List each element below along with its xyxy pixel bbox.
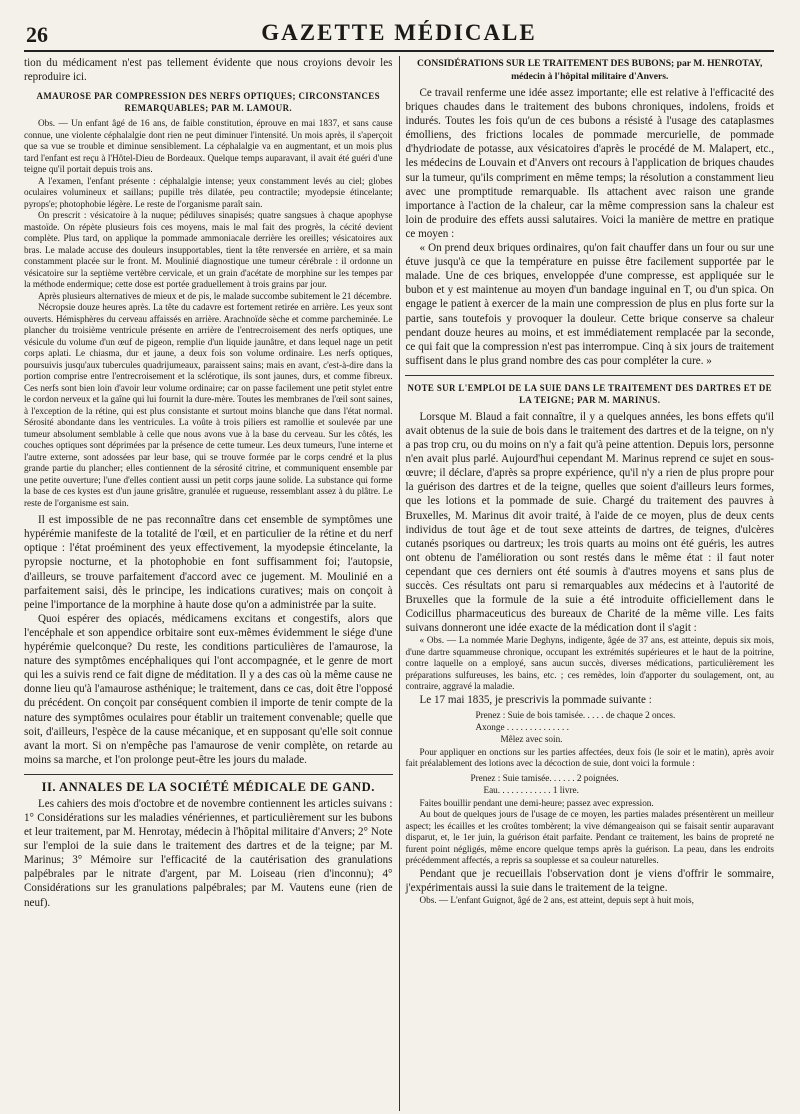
prescription-date: Le 17 mai 1835, je prescrivis la pommade suivante : <box>419 693 652 706</box>
article-paragraph: Nécropsie douze heures après. La tête du cadavre est fortement retirée en arrière. Les yeux sont ouverts. Hémisphères du cerveau affaissés en arrière. Arachnoïde sèche et comme parcheminée. Le plancher du troisième ventricule présente en arrière de l'entrecroisement des nerfs optiques, une vésicule du volume d'un œuf de pigeon, remplie d'un liquide jaunâtre, et dans lequel nage un petit corps aplati. Le chiasma, dur et jaune, a deux fois son volume ordinaire. Les nerfs optiques, poursuivis jusqu'aux tubercules quadrijumeaux, paraissent sains; mais en avant, c'est-à-dire dans la portion comprise entre l'entrecroisement et la sclérotique, ils sont jaunes, durs, et comme fibreux. Ces nerfs sont bien loin d'avoir leur volume ordinaire; car on passe facilement une petit stylet entre le cordon nerveux et la gaîne qui lui fournit la dure-mère. Toutes les membranes de l'œil sont saines, à l'exception de la rétine, qui est plus consistante et surtout moins blanche que dans l'état normal. Sérosité abondante dans les ventricules. La voûte à trois piliers est ramollie et soulevée par une tumeur absolument semblable à celle que nous avons vue à la base du cerveau. Sur les côtés, les couches optiques sont déprimées par la présence de cette tumeur. Les deux tumeurs, l'une interne et l'autre externe, sont adossées par leur base, qui se trouve formée par le corps cendré et la plus grande partie du plancher; elles contiennent de la sérosité citrine, et communiquent ensemble par une petite ouverture; l'une d'elles contient aussi un petit corps jaune solide. La substance qui forme la base de ces kystes est d'un jaune grisâtre, granulée et rugueuse, ressemblant assez à du plâtre. Le reste de l'organisme est sain. <box>24 302 393 508</box>
article-paragraph: Obs. — L'enfant Guignot, âgé de 2 ans, est atteint, depuis sept à huit mois, <box>419 895 694 906</box>
article-paragraph: Au bout de quelques jours de l'usage de ce moyen, les parties malades présentèrent un meilleur aspect; les écailles et les croûtes tombèrent; la vive démangeaison qui se faisait sentir auparavant disparut, et, le 1er juin, la guérison était parfaite. Pendant ce traitement, les bains de propreté ne furent point négligés, même encore quelque temps après la guérison. La peau, dans les endroits précédemment affectés, a repris sa souplesse et sa couleur naturelles. <box>405 809 774 866</box>
recipe-decoction <box>405 772 774 796</box>
page-number: 26 <box>26 22 48 47</box>
section-paragraph: Les cahiers des mois d'octobre et de novembre contiennent les articles suivans : 1° Considérations sur les maladies vénériennes, et particulièrement sur les bubons et leur traitement, par M. Henrotay, médecin à l'hôpital militaire d'Anvers; 2° Note sur l'emploi de la suie dans le traitement des dartres et de la teigne; par M. Marinus; 3° Mémoire sur l'efficacité de la cautérisation des granulations palpébrales par le nitrate d'argent, par M. Loiseau (rien d'inconnu); 4° Considérations sur les granulations palpébrales; par M. Vautens eune (rien de neuf). <box>24 797 393 909</box>
section-heading: II. ANNALES DE LA SOCIÉTÉ MÉDICALE DE GAND. <box>41 779 375 794</box>
article-paragraph: A l'examen, l'enfant présente : céphalalgie intense; yeux constamment levés au ciel; globes oculaires volumineux et saillans; pupille très dilatée, peu contractile; myodepsie étincelante; pyrops'e; photophobie légère. Le reste de l'organisme paraît sain. <box>24 175 393 209</box>
recipe-pommade <box>405 709 774 745</box>
recipe-brace: de chaque 2 onces. <box>605 709 676 720</box>
right-column <box>399 56 774 1111</box>
masthead-title: GAZETTE MÉDICALE <box>261 20 537 45</box>
article-paragraph: Faites bouillir pendant une demi-heure; passez avec expression. <box>419 797 654 808</box>
article-title-bubons: CONSIDÉRATIONS SUR LE TRAITEMENT DES BUBONS; par M. HENROTAY, médecin à l'hôpital militaire d'Anvers. <box>417 58 763 82</box>
article-paragraph: Pour appliquer en onctions sur les parties affectées, deux fois (le soir et le matin), après avoir fait préalablement des lotions avec la décoction de suie, dont voici la formule : <box>405 746 774 769</box>
article-paragraph: Obs. — Un enfant âgé de 16 ans, de faible constitution, éprouve en mai 1837, et sans cause connue, une violente céphalalgie dont rien ne peut diminuer l'intensité. Un mois après, il s'aperçoit que sa vue se trouble et diminue sensiblement. La céphalalgie va en augmentant, et un mois plus tard l'enfant est reçu à l'Hôtel-Dieu de Bordeaux. Quelque temps auparavant, il avait été guéri d'une teigne qu'il portait depuis trois ans. <box>24 118 393 175</box>
article-paragraph: Pendant que je recueillais l'observation dont je viens d'offrir le sommaire, j'expérimentais aussi la suie dans le traitement de la teigne. <box>405 867 774 895</box>
article-paragraph: Après plusieurs alternatives de mieux et de pis, le malade succombe subitement le 21 décembre. <box>38 290 392 301</box>
article-title-suie: NOTE SUR L'EMPLOI DE LA SUIE DANS LE TRAITEMENT DES DARTRES ET DE LA TEIGNE; PAR M. MARINUS. <box>407 382 772 405</box>
article-paragraph: Ce travail renferme une idée assez importante; elle est relative à l'efficacité des briques chaudes dans le traitement des bubons chroniques, indolens, froids et indurés. Toutes les fois qu'un de ces bubons a résisté à l'usage des cataplasmes émolliens, des frictions locales de pommade mercurielle, de pommade d'hydriodate de potasse, aux vésicatoires d'après le procédé de M. Malapert, etc., les médecins de Louvain et d'Anvers ont recours à l'application de briques chaudes sur la tumeur, qu'ils compriment en même temps; la résolution a constamment lieu avec une promptitude remarquable. Ils attachent avec raison une grande importance à l'action de la chaleur, car la même compression sans la chaleur est loin de produire des effets aussi salutaires. Voici la manière de mettre en pratique ce moyen : <box>405 87 774 240</box>
continued-paragraph: tion du médicament n'est pas tellement évidente que nous croyions devoir les reproduire ici. <box>24 57 393 84</box>
recipe-line: Prenez : Suie de bois tamisée. . . . . <box>475 709 604 720</box>
article-quote: « On prend deux briques ordinaires, qu'on fait chauffer dans un four ou sur une étuve jusqu'à ce que la température en puisse être facilement supportée par le malade. Une de ces briques, enveloppée d'une compresse, est appliquée sur le bubon et y est maintenue au moyen d'un bandage inguinal en T, ou d'un spica. On engage le patient à exercer de la main une compression de plus en plus forte sur la partie, sans toutefois y provoquer la douleur. Cette brique conserve sa chaleur pendant douze heures au moins, et est immédiatement remplacée par la seconde, ce qui fait que la compression n'est pas interrompue. Cinq à six jours de traitement suffisent dans le plus grand nombre des cas pour compléter la cure. » <box>405 242 774 367</box>
recipe-line: Eau. . . . . . . . . . . . 1 livre. <box>483 784 579 795</box>
article-paragraph: Il est impossible de ne pas reconnaître dans cet ensemble de symptômes une hypérémie manifeste de la totalité de l'œil, et en particulier de la rétine et du nerf optique : l'état proéminent des yeux effectivement, la myodepsie étincelante, la pyropsie nocturne, et la photophobie en font suffisamment foi; l'autopsie, d'ailleurs, se trouve parfaitement d'accord avec ce jugement. M. Moulinié en a parfaitement saisi, dès le principe, les indications curatives; mais on conçoit à peine l'importance de la morphine à haute dose qu'on a administrée par la suite. <box>24 514 393 611</box>
recipe-line: Axonge . . . . . . . . . . . . . . <box>475 721 569 732</box>
article-paragraph: On prescrit : vésicatoire à la nuque; pédiluves sinapisés; quatre sangsues à chaque apophyse mastoïde. On répète plusieurs fois ces moyens, mais le mal fait des progrès, la cécité devient complète. Plus tard, on applique la pommade ammoniacale derrière les oreilles; vésicatoires aux bras. Le malade accuse des douleurs insupportables, tient la tête renversée en arrière, et sa main constamment placée sur le front. M. Moulinié diagnostique une tumeur cérébrale : il ordonne un vésicatoire sur la septième vertèbre cervicale, et un grain d'acétate de morphine sur les tempes par la méthode endermique; cette dose est portée graduellement à trois grains par jour. <box>24 210 393 290</box>
article-divider <box>405 375 774 376</box>
left-column <box>24 56 399 1111</box>
article-title-amaurose: AMAUROSE PAR COMPRESSION DES NERFS OPTIQUES; CIRCONSTANCES REMARQUABLES; PAR M. LAMOUR. <box>36 91 380 114</box>
observation-paragraph: « Obs. — La nommée Marie Deghyns, indigente, âgée de 37 ans, est atteinte, depuis six mois, d'une dartre squammeuse chronique, occupant les extrémités supérieures et le haut de la poitrine, contre laquelle on a employé, sans aucun succès, diverses médications, particulièrement les préparations sulfureuses, les bains, etc. ; ces remèdes, loin d'apporter du soulagement, ont, au contraire, aggravé la maladie. <box>405 635 774 692</box>
columns <box>24 56 774 1111</box>
recipe-line: Mêlez avec soin. <box>500 733 563 744</box>
article-paragraph: Lorsque M. Blaud a fait connaître, il y a quelques années, les bons effets qu'il avait obtenus de la suie de bois dans le traitement des dartres et de la teigne, on n'y a pas trop cru, ou du moins on n'y a fait qu'à peine attention. Depuis lors, personne n'en avait plus parlé. Aujourd'hui cependant M. Marinus reprend ce sujet en sous-œuvre; il déclare, d'après sa propre expérience, qu'il n'y a rien de plus propre pour la guérison des dartres et de la teigne, quelles que soient d'ailleurs leurs formes, que les lotions et la pommade de suie. Chargé du traitement des pauvres à Bruxelles, M. Marinus dit avoir traité, à l'aide de ce moyen, plus de deux cents individus de tout âge et de tout sexe atteints de dartres, de teignes, d'ulcères cutanés psoriques ou dartreux; les trois quarts au moins ont été guéris, les autres ont obtenu de l'amélioration ou sont restés dans le même état : il faut noter cependant que ces derniers ont été soumis à d'autres moyens et sans plus de succès. Ces résultats ont paru si remarquables aux médecins et à l'autorité de Bruxelles que la formule de la suie a été introduite officiellement dans le Codicillus pharmaceuticus des bureaux de Charité de la même ville. Les faits suivans donneront une idée exacte de la médication dont il s'agit : <box>405 410 774 635</box>
article-paragraph: Quoi espérer des opiacés, médicamens excitans et congestifs, alors que l'encéphale et son appendice orbitaire sont eux-mêmes évidemment le siége d'une hypérémie quelconque? Du reste, les conditions particulières de l'amaurose, la nature des symptômes encéphaliques qui l'ont accompagnée, et le genre de mort qui les a suivis rend ce fait digne de méditation. Il y a des cas où la même cause ne donne lieu qu'à l'amaurose asthénique; le traitement, dans ce cas, doit être l'opposé du précédent. On conçoit par conséquent combien il importe de tenir compte de la nature des symptômes oculaires pour établir un traitement convenable; quelle que soit, d'ailleurs, l'espèce de la cause mécanique, et en supposant qu'elle soit connue avant la mort. Si on n'empêche pas l'amaurose de venir complète, on retarde au moins sa marche, et l'on prolonge peut-être les jours du malade. <box>24 612 393 766</box>
section-divider <box>24 774 393 775</box>
page-header <box>24 10 774 52</box>
recipe-line: Prenez : Suie tamisée. . . . . . 2 poignées. <box>470 772 619 783</box>
